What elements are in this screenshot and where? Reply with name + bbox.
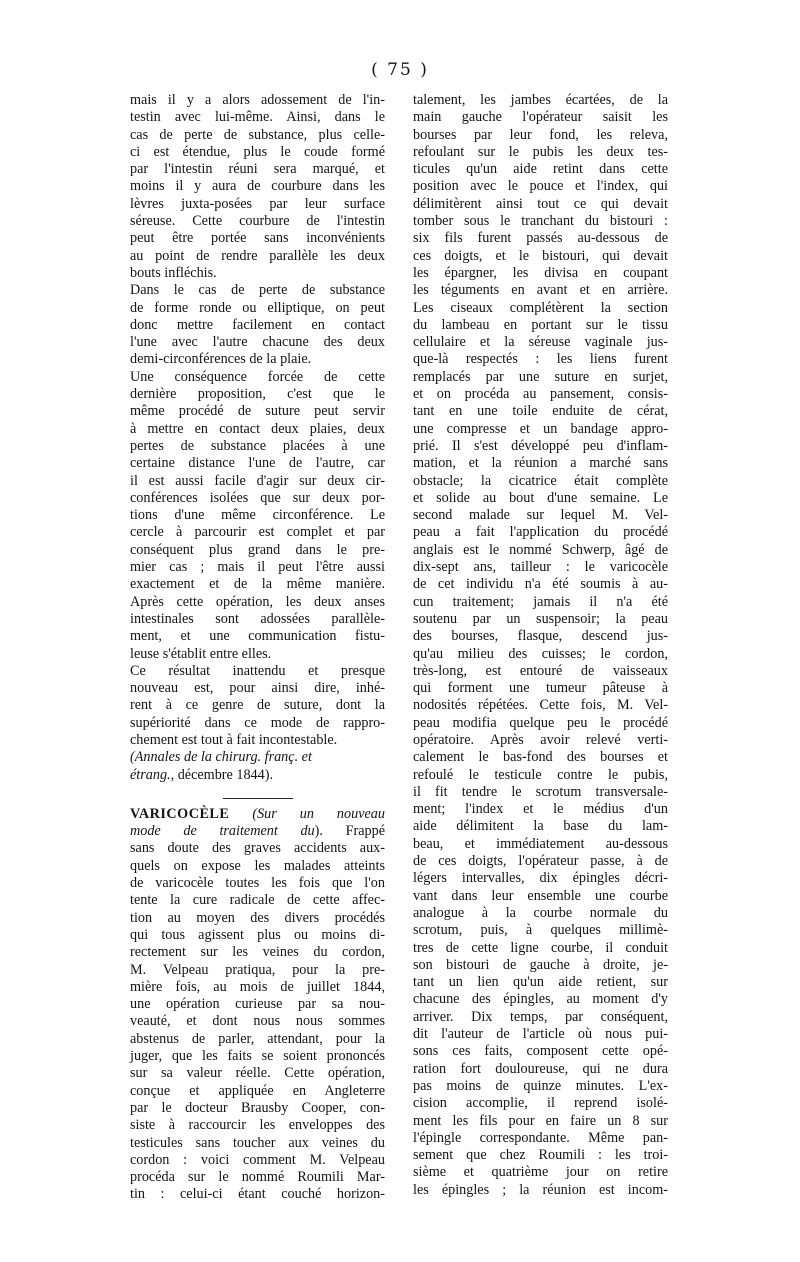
citation-line xyxy=(130,767,385,784)
text-line: tin : celui-ci étant couché horizon- xyxy=(130,1186,385,1203)
text-line: tion au moyen des divers procédés xyxy=(130,909,385,926)
text-line: main gauche l'opérateur saisit les xyxy=(413,109,668,126)
text-line: analogue à la courbe normale du xyxy=(413,904,668,921)
text-line: mation, et la réunion a marché sans xyxy=(413,455,668,472)
text-line: tions d'une même circonférence. Le xyxy=(130,507,385,524)
text-line: soutenu par un suspensoir; la peau xyxy=(413,610,668,627)
text-line: il est aussi facile d'agir sur deux cir- xyxy=(130,472,385,489)
section-heading-line xyxy=(130,806,385,823)
text-line: opératoire. Après avoir relevé verti- xyxy=(413,731,668,748)
text-line: beau, et immédiatement au-dessous xyxy=(413,835,668,852)
text-line: tres de cette ligne courbe, il conduit xyxy=(413,939,668,956)
text-line: donc mettre facilement en contact xyxy=(130,316,385,333)
text-line: cision accomplie, il reprend isolé- xyxy=(413,1095,668,1112)
text-line: juger, que les faits se soient prononcés xyxy=(130,1048,385,1065)
text-line: une opération curieuse par sa nou- xyxy=(130,996,385,1013)
text-line: ticules qu'un aide retint dans cette xyxy=(413,161,668,178)
text-line: certaine distance l'une de l'autre, car xyxy=(130,455,385,472)
text-line: pertes de substance placées à une xyxy=(130,437,385,454)
text-line: cellulaire et la séreuse vaginale jus- xyxy=(413,334,668,351)
text-line: lèvres juxta-posées par leur surface xyxy=(130,195,385,212)
text-line: mais il y a alors adossement de l'in- xyxy=(130,92,385,108)
text-line: Une conséquence forcée de cette xyxy=(130,368,385,385)
text-line: pas moins de quinze minutes. L'ex- xyxy=(413,1077,668,1094)
text-line: testicules sans toucher aux veines du xyxy=(130,1134,385,1151)
text-line: cun traitement; jamais il n'a été xyxy=(413,593,668,610)
text-line: bourses par leur fond, les releva, xyxy=(413,126,668,143)
section-heading: VARICOCÈLE xyxy=(130,805,230,822)
section-subtitle-cont: mode de traitement du xyxy=(130,823,315,840)
left-column xyxy=(130,92,385,1204)
text-line: nouveau est, pour ainsi dire, inhé- xyxy=(130,680,385,697)
text-line: l'une avec l'autre chacune des deux xyxy=(130,334,385,351)
text-line: mière fois, au mois de juillet 1844, xyxy=(130,978,385,995)
text-line: tant un lien qu'un aide retient, sur xyxy=(413,974,668,991)
text-line: cercle à parcourir est complet et par xyxy=(130,524,385,541)
text-line: peau a fait l'application du procédé xyxy=(413,524,668,541)
text-line: même procédé de suture peut servir xyxy=(130,403,385,420)
text-line: cas de perte de substance, plus celle- xyxy=(130,126,385,143)
text-line: ces doigts, et le bistouri, qui devait xyxy=(413,247,668,264)
text-line: l'épingle correspondante. Même pan- xyxy=(413,1129,668,1146)
text-line: exactement et de la même manière. xyxy=(130,576,385,593)
text-line: conférences isolées que sur deux por- xyxy=(130,489,385,506)
text-line: veauté, et dont nous nous sommes xyxy=(130,1013,385,1030)
citation-date: , décembre 1844). xyxy=(170,766,274,783)
left-column-text xyxy=(130,92,385,749)
text-line: sième et quatrième jour on retire xyxy=(413,1164,668,1181)
text-line: vant dans leur ensemble une courbe xyxy=(413,887,668,904)
text-line: séreuse. Cette courbure de l'intestin xyxy=(130,213,385,230)
text-line: et on procéda au pansement, consis- xyxy=(413,386,668,403)
text-line: chement est tout à fait incontestable. xyxy=(130,731,338,748)
text-line: anglais est le nommé Schwerp, âgé de xyxy=(413,541,668,558)
text-line: dit l'auteur de l'article où nous pui- xyxy=(413,1026,668,1043)
text-line: moins il y aura de courbure dans les xyxy=(130,178,385,195)
text-line: ci est étendue, plus le coude formé xyxy=(130,143,385,160)
section-heading-line xyxy=(130,823,385,840)
text-line: remplacés par une suture en surjet, xyxy=(413,368,668,385)
text-line: demi-circonférences de la plaie. xyxy=(130,351,312,368)
text-line: des bourses, flasque, descend jus- xyxy=(413,628,668,645)
text-line: légers intervalles, dix épingles décri- xyxy=(413,870,668,887)
section-text-start: ). Frappé xyxy=(314,823,386,840)
right-column-text xyxy=(413,92,668,1199)
text-line: ment les fils pour en faire un 8 sur xyxy=(413,1112,668,1129)
text-line: les épargner, les divisa en coupant xyxy=(413,264,668,281)
text-line: refoulant sur le pubis les deux tes- xyxy=(413,143,668,160)
text-line: Après cette opération, les deux anses xyxy=(130,593,385,610)
citation-source-end: étrang. xyxy=(130,766,171,783)
text-line: ment, et une communication fistu- xyxy=(130,628,385,645)
text-line: position avec le pouce et l'index, qui xyxy=(413,178,668,195)
text-line: talement, les jambes écartées, de la xyxy=(413,92,668,108)
text-line: ment; l'index et le médius d'un xyxy=(413,801,668,818)
text-line: supériorité dans ce mode de rappro- xyxy=(130,714,385,731)
text-line: qui forment une tumeur pâteuse à xyxy=(413,680,668,697)
text-line: sans doute des graves accidents aux- xyxy=(130,840,385,857)
text-line: de ces doigts, l'opérateur passe, à de xyxy=(413,853,668,870)
text-line: de cet individu n'a été soumis à au- xyxy=(413,576,668,593)
text-line: chacune des épingles, au moment d'y xyxy=(413,991,668,1008)
text-line: Les ciseaux complétèrent la section xyxy=(413,299,668,316)
text-line: les téguments en avant et en arrière. xyxy=(413,282,668,299)
text-line: tant en une toile enduite de cérat, xyxy=(413,403,668,420)
text-line: prié. Il s'est développé peu d'inflam- xyxy=(413,437,668,454)
text-line: sons ces faits, composent cette opé- xyxy=(413,1043,668,1060)
text-line: que-là respectés : les liens furent xyxy=(413,351,668,368)
text-line: délimitèrent ainsi tout ce qui devait xyxy=(413,195,668,212)
text-line: refoulé le testicule contre le pubis, xyxy=(413,766,668,783)
text-line: peut être portée sans inconvénients xyxy=(130,230,385,247)
text-line: calement le bas-fond des bourses et xyxy=(413,749,668,766)
text-line: quels on expose les malades atteints xyxy=(130,857,385,874)
text-line: abstenus de parler, attendant, pour la xyxy=(130,1030,385,1047)
text-line: Dans le cas de perte de substance xyxy=(130,282,385,299)
text-line: ration fort douloureuse, qui ne dura xyxy=(413,1060,668,1077)
text-line: M. Velpeau pratiqua, pour la pre- xyxy=(130,961,385,978)
text-line: leuse s'établit entre elles. xyxy=(130,645,272,662)
text-line: sement que chez Roumili : les troi- xyxy=(413,1147,668,1164)
text-line: du lambeau en portant sur le tissu xyxy=(413,316,668,333)
text-line: six fils furent passés au-dessous de xyxy=(413,230,668,247)
section-divider xyxy=(223,798,293,799)
text-line: second malade sur lequel M. Vel- xyxy=(413,507,668,524)
text-line: conçue et appliquée en Angleterre xyxy=(130,1082,385,1099)
text-line: de varicocèle toutes les fois que l'on xyxy=(130,875,385,892)
text-line: obstacle; la cicatrice était complète xyxy=(413,472,668,489)
text-line: siste à raccourcir les enveloppes des xyxy=(130,1117,385,1134)
page-number: ( 75 ) xyxy=(371,60,429,80)
text-line: peau modifia quelque peu le procédé xyxy=(413,714,668,731)
text-line: les épingles ; la réunion est incom- xyxy=(413,1181,668,1198)
text-line: tomber sous le tranchant du bistouri : xyxy=(413,213,668,230)
text-line: bouts infléchis. xyxy=(130,264,217,281)
text-line: conséquent plus grand dans le pre- xyxy=(130,541,385,558)
text-line: une compresse et un bandage appro- xyxy=(413,420,668,437)
text-line: très-long, est entouré de vaisseaux xyxy=(413,662,668,679)
text-line: scrotum, puis, à quelques millimè- xyxy=(413,922,668,939)
text-line: qu'au milieu des cuisses; le cordon, xyxy=(413,645,668,662)
text-line: sur sa valeur réelle. Cette opération, xyxy=(130,1065,385,1082)
text-line: intestinales sont adossées parallèle- xyxy=(130,610,385,627)
citation-source: (Annales de la chirurg. franç. et xyxy=(130,749,312,766)
text-line: au point de rendre parallèle les deux xyxy=(130,247,385,264)
text-line: dernière proposition, c'est que le xyxy=(130,386,385,403)
text-line: rent à ce genre de suture, dont la xyxy=(130,697,385,714)
text-line: et solide au bout d'une semaine. Le xyxy=(413,489,668,506)
left-column-text-2 xyxy=(130,840,385,1203)
citation-line xyxy=(130,749,385,766)
text-line: il fit tendre le scrotum transversale- xyxy=(413,783,668,800)
text-line: nodosités répétées. Cette fois, M. Vel- xyxy=(413,697,668,714)
right-column xyxy=(413,92,668,1199)
text-line: par l'intestin réuni sera marqué, et xyxy=(130,161,385,178)
text-line: tente la cure radicale de cette affec- xyxy=(130,892,385,909)
text-line: testin avec lui-même. Ainsi, dans le xyxy=(130,109,385,126)
text-line: aide délimitent la base du lam- xyxy=(413,818,668,835)
text-line: rectement sur les veines du cordon, xyxy=(130,944,385,961)
section-subtitle: (Sur un nouveau xyxy=(252,805,385,822)
text-line: son bistouri de gauche à droite, je- xyxy=(413,956,668,973)
text-line: qui tous agissent plus ou moins di- xyxy=(130,926,385,943)
text-line: cordon : voici comment M. Velpeau xyxy=(130,1151,385,1168)
text-line: arriver. Dix temps, par conséquent, xyxy=(413,1008,668,1025)
text-line: à mettre en contact deux plaies, deux xyxy=(130,420,385,437)
text-line: par le docteur Brausby Cooper, con- xyxy=(130,1099,385,1116)
text-line: procéda sur le nommé Roumili Mar- xyxy=(130,1169,385,1186)
text-line: de forme ronde ou elliptique, on peut xyxy=(130,299,385,316)
text-line: Ce résultat inattendu et presque xyxy=(130,662,385,679)
text-line: mier cas ; mais il peut l'être aussi xyxy=(130,559,385,576)
text-line: dix-sept ans, tailleur : le varicocèle xyxy=(413,559,668,576)
